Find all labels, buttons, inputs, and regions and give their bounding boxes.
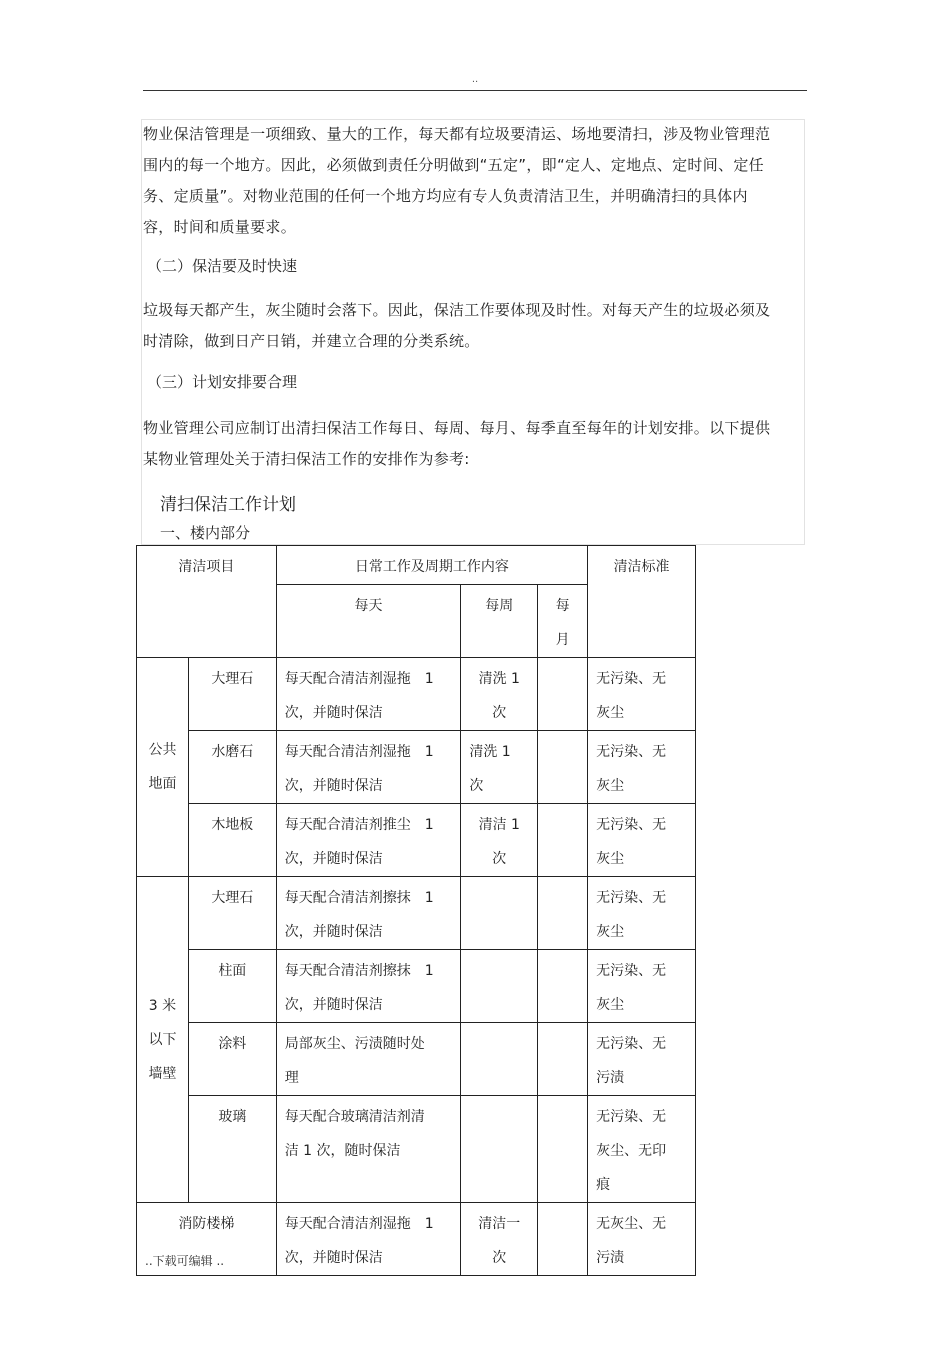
row-item: 玻璃: [188, 1096, 276, 1203]
row-daily: 每天配合清洁剂推尘 1 次，并随时保洁: [276, 804, 461, 877]
cleaning-plan-table: [136, 545, 696, 1276]
header-content: 日常工作及周期工作内容: [276, 546, 587, 585]
row-item: 消防楼梯: [137, 1203, 277, 1276]
row-weekly: 清洗 1 次: [461, 731, 538, 804]
row-monthly: [538, 804, 588, 877]
row-daily: 局部灰尘、污渍随时处 理: [276, 1023, 461, 1096]
row-monthly: [538, 1096, 588, 1203]
row-daily: 每天配合清洁剂湿拖 1 次，并随时保洁: [276, 658, 461, 731]
row-daily: 每天配合清洁剂湿拖 1 次，并随时保洁: [276, 1203, 461, 1276]
row-daily: 每天配合清洁剂湿拖 1 次，并随时保洁: [276, 731, 461, 804]
paragraph-intro: 物业保洁管理是一项细致、量大的工作，每天都有垃圾要清运、场地要清扫，涉及物业管理范围内的每一个地方。因此，必须做到责任分明做到“五定”，即“定人、定地点、定时间、定任务、定质量”。对物业范围的任何一个地方均应有专人负责清洁卫生，并明确清扫的具体内容，时间和质量要求。: [143, 125, 771, 236]
row-monthly: [538, 731, 588, 804]
header-daily: 每天: [276, 585, 461, 658]
plan-section-title: 一、楼内部分: [160, 524, 251, 542]
group-name: 公共 地面: [137, 658, 189, 877]
table-row: [137, 1096, 696, 1203]
row-weekly: 清洁 1 次: [461, 804, 538, 877]
header-weekly: 每周: [461, 585, 538, 658]
row-standard: 无污染、无 污渍: [588, 1023, 696, 1096]
row-standard: 无污染、无 灰尘: [588, 658, 696, 731]
row-standard: 无污染、无 灰尘: [588, 950, 696, 1023]
section-heading-2: （二）保洁要及时快速: [147, 257, 298, 275]
row-daily: 每天配合清洁剂擦抹 1 次，并随时保洁: [276, 950, 461, 1023]
row-item: 大理石: [188, 877, 276, 950]
row-weekly: 清洁一 次: [461, 1203, 538, 1276]
row-weekly: [461, 877, 538, 950]
row-monthly: [538, 658, 588, 731]
row-weekly: [461, 950, 538, 1023]
paragraph-plan: 物业管理公司应制订出清扫保洁工作每日、每周、每月、每季直至每年的计划安排。以下提供某物业管理处关于清扫保洁工作的安排作为参考:: [143, 419, 771, 468]
header-item: 清洁项目: [137, 546, 277, 658]
plan-title: 清扫保洁工作计划: [160, 495, 296, 515]
row-weekly: 清洗 1 次: [461, 658, 538, 731]
row-weekly: [461, 1096, 538, 1203]
row-item: 涂料: [188, 1023, 276, 1096]
header-standard: 清洁标准: [588, 546, 696, 658]
row-item: 大理石: [188, 658, 276, 731]
row-item: 水磨石: [188, 731, 276, 804]
row-monthly: [538, 1023, 588, 1096]
section-heading-3: （三）计划安排要合理: [147, 373, 298, 391]
row-weekly: [461, 1023, 538, 1096]
row-standard: 无污染、无 灰尘: [588, 877, 696, 950]
group-name: 3 米 以下 墙壁: [137, 877, 189, 1203]
paragraph-timely: 垃圾每天都产生，灰尘随时会落下。因此，保洁工作要体现及时性。对每天产生的垃圾必须及时清除，做到日产日销，并建立合理的分类系统。: [143, 301, 771, 350]
header-mark: ..: [471, 74, 479, 85]
table-row: [137, 658, 696, 731]
header-monthly: 每 月: [538, 585, 588, 658]
table-header-row: [137, 546, 696, 585]
row-item: 木地板: [188, 804, 276, 877]
row-standard: 无污染、无 灰尘: [588, 731, 696, 804]
row-standard: 无污染、无 灰尘: [588, 804, 696, 877]
table-row: [137, 950, 696, 1023]
table-row: [137, 731, 696, 804]
footer-note: ..下载可编辑 ..: [145, 1254, 225, 1268]
row-standard: 无污染、无 灰尘、无印 痕: [588, 1096, 696, 1203]
row-monthly: [538, 1203, 588, 1276]
table-row: [137, 877, 696, 950]
row-monthly: [538, 877, 588, 950]
row-item: 柱面: [188, 950, 276, 1023]
row-monthly: [538, 950, 588, 1023]
header-rule: [143, 90, 807, 91]
row-standard: 无灰尘、无 污渍: [588, 1203, 696, 1276]
row-daily: 每天配合清洁剂擦抹 1 次，并随时保洁: [276, 877, 461, 950]
table-row: [137, 804, 696, 877]
table-row: [137, 1023, 696, 1096]
row-daily: 每天配合玻璃清洁剂清 洁 1 次，随时保洁: [276, 1096, 461, 1203]
